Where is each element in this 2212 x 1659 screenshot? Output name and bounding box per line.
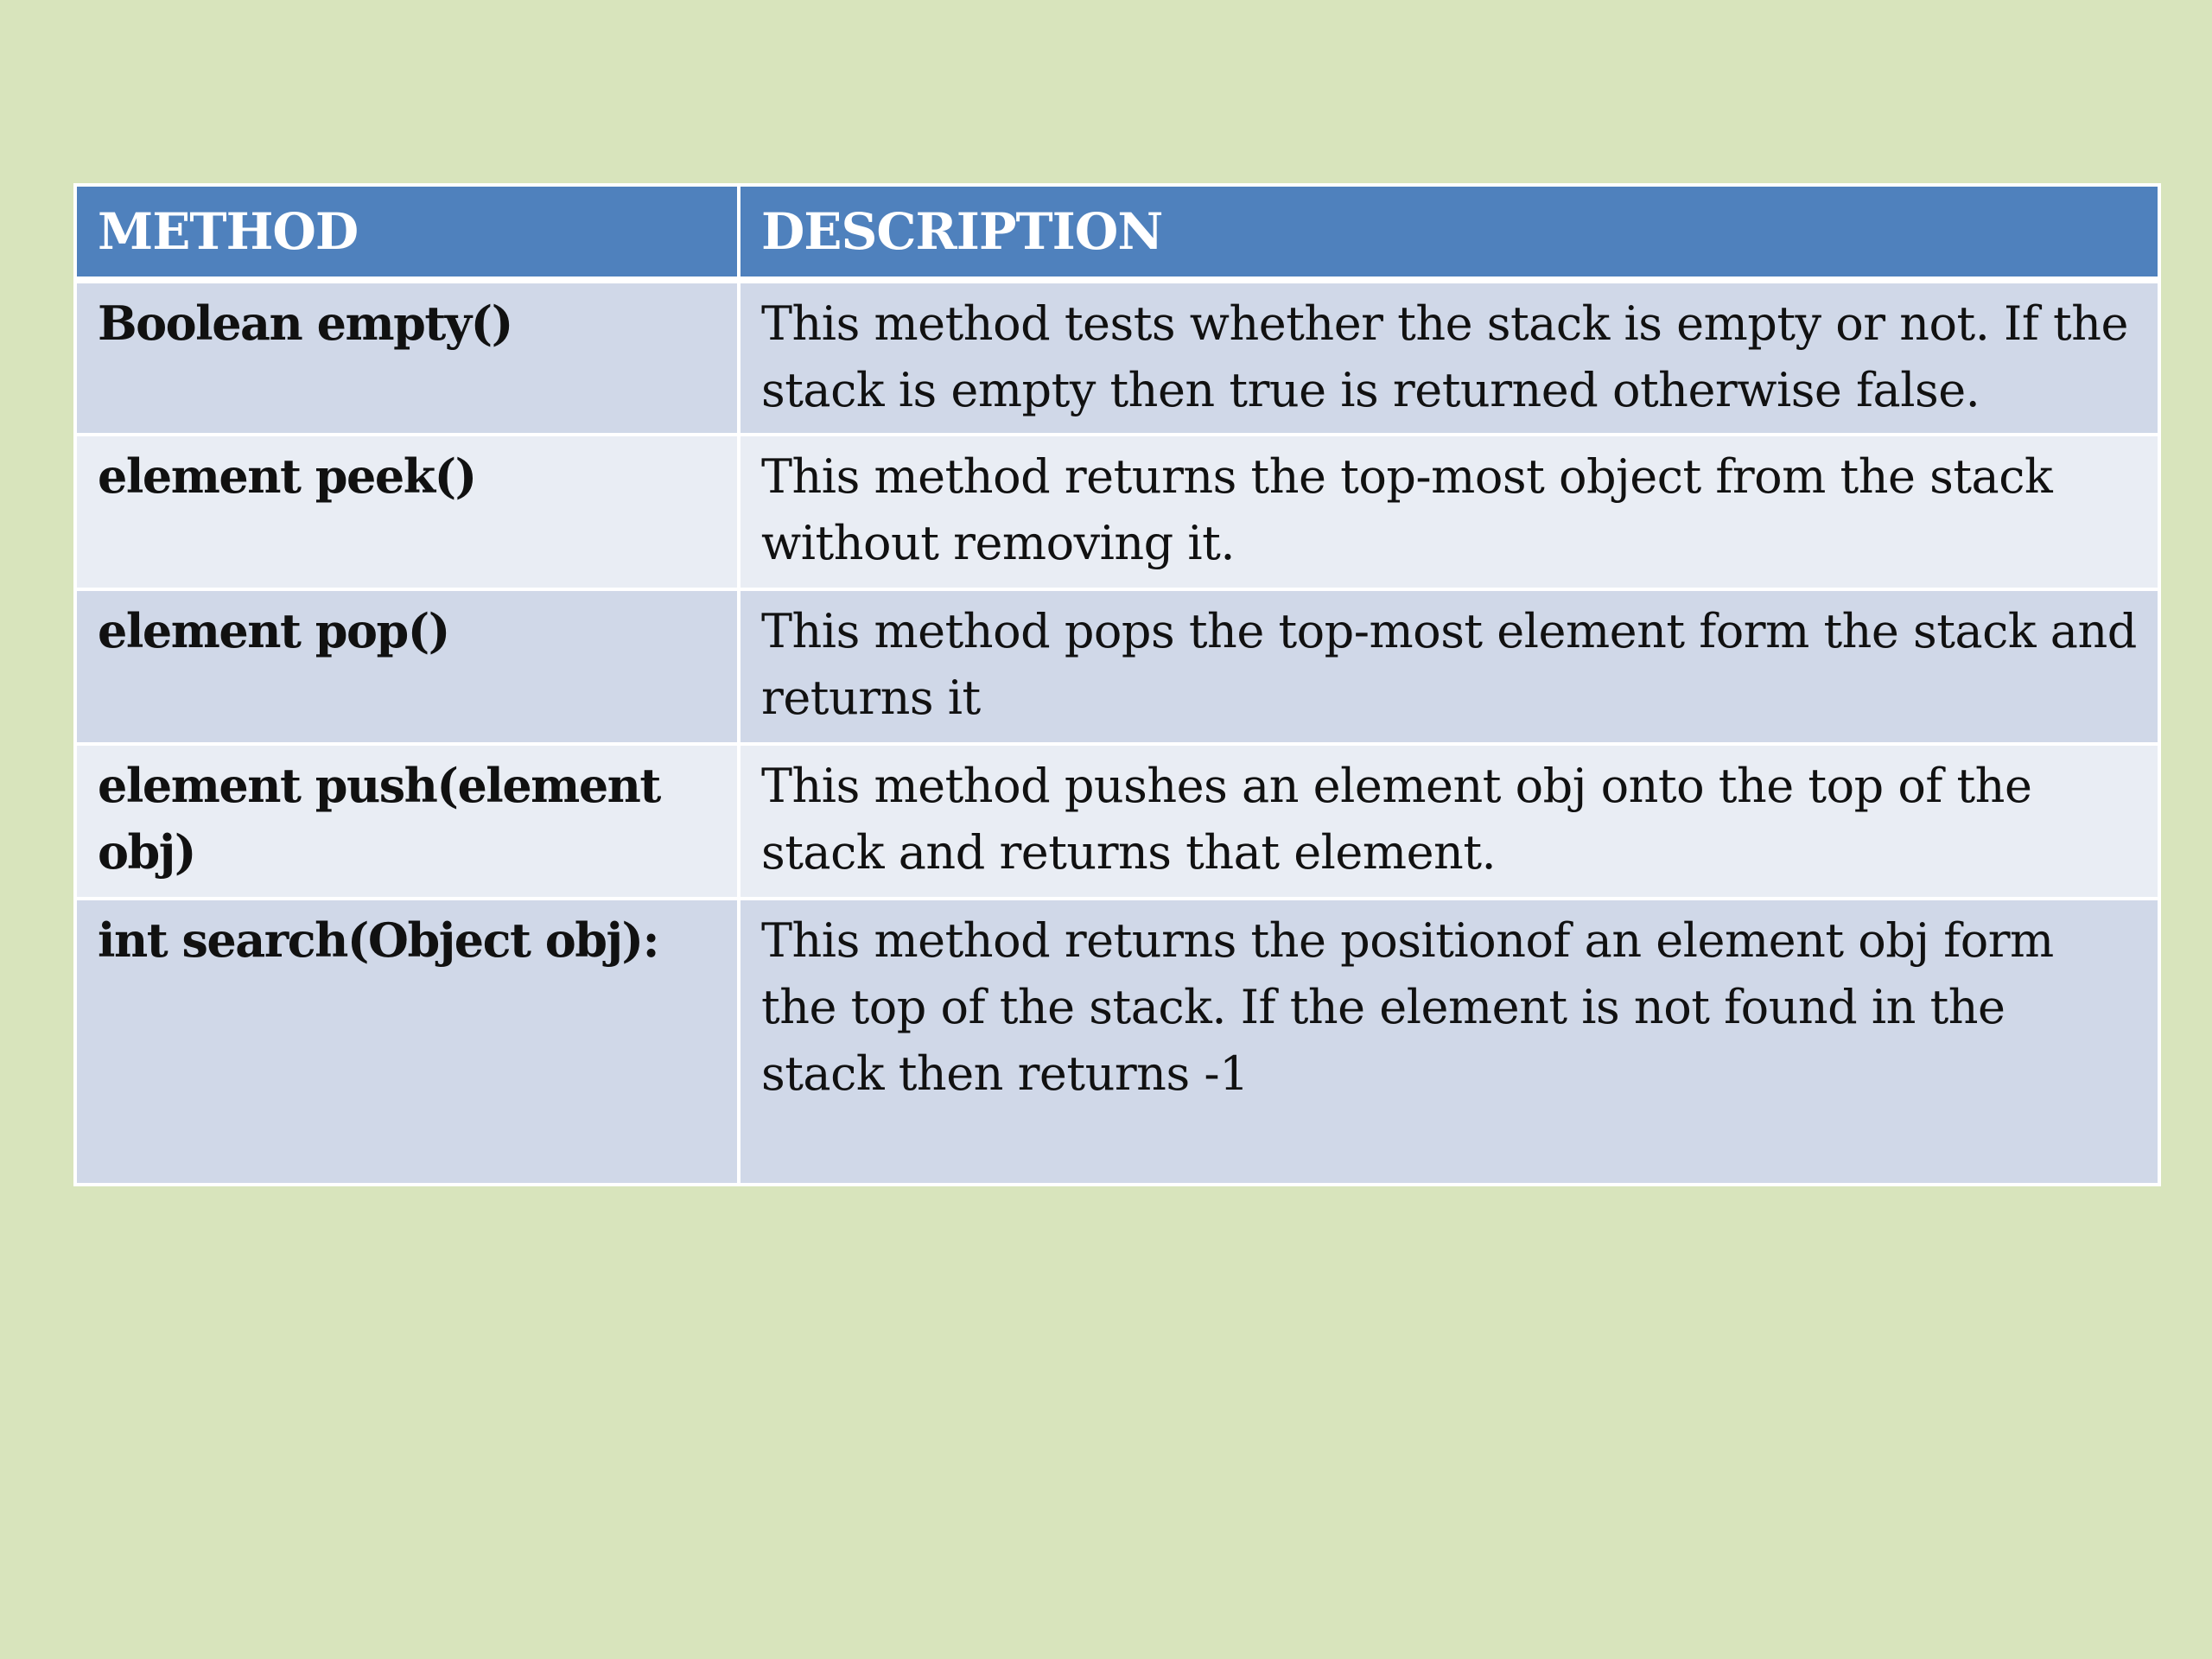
method-cell: element pop()	[75, 589, 739, 744]
header-method: METHOD	[75, 185, 739, 280]
table-header-row	[75, 185, 2159, 280]
method-cell: Boolean empty()	[75, 280, 739, 435]
table-row	[75, 744, 2159, 899]
description-cell: This method pops the top-most element form the stack and returns it	[739, 589, 2159, 744]
description-cell: This method returns the top-most object from the stack without removing it.	[739, 435, 2159, 589]
description-cell: This method pushes an element obj onto the top of the stack and returns that element.	[739, 744, 2159, 899]
description-cell: This method tests whether the stack is empty or not. If the stack is empty then true is returned otherwise false.	[739, 280, 2159, 435]
table-row	[75, 899, 2159, 1185]
method-cell: element push(element obj)	[75, 744, 739, 899]
stack-methods-table	[73, 183, 2161, 1186]
description-cell: This method returns the positionof an element obj form the top of the stack. If the element is not found in the stack then returns -1	[739, 899, 2159, 1185]
table-row	[75, 280, 2159, 435]
table-row	[75, 589, 2159, 744]
table-row	[75, 435, 2159, 589]
header-description: DESCRIPTION	[739, 185, 2159, 280]
method-cell: int search(Object obj):	[75, 899, 739, 1185]
method-cell: element peek()	[75, 435, 739, 589]
